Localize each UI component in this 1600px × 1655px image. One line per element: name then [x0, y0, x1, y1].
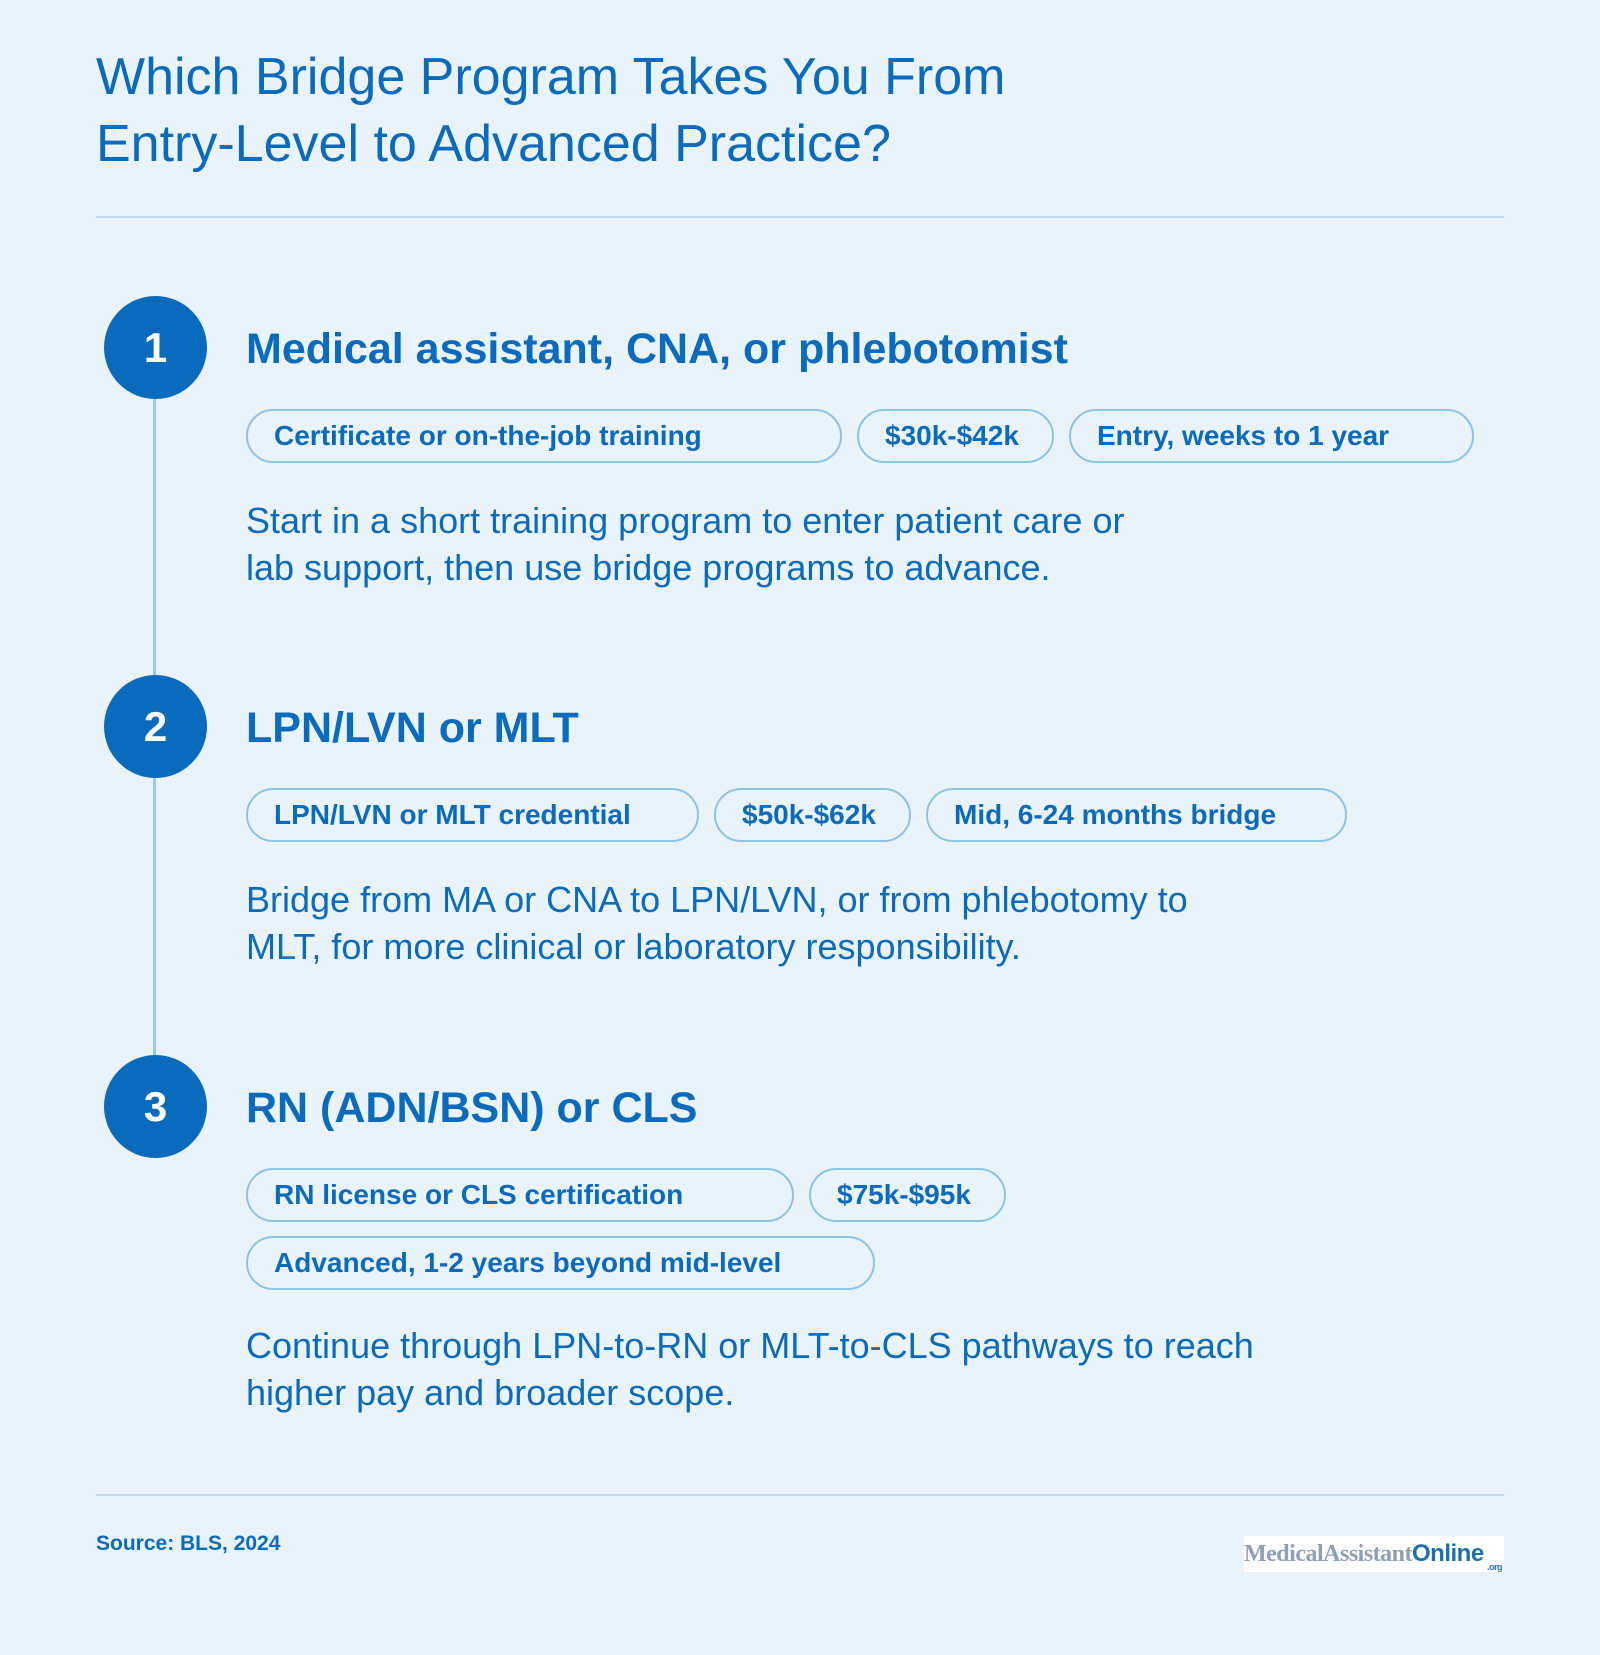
description-line-2: lab support, then use bridge programs to advance.: [246, 547, 1051, 588]
top-divider: [96, 216, 1504, 218]
credential-pill: RN license or CLS certification: [246, 1168, 794, 1222]
bottom-divider: [96, 1494, 1504, 1496]
level-pill: Entry, weeks to 1 year: [1069, 409, 1474, 463]
source-note: Source: BLS, 2024: [96, 1532, 281, 1555]
step-description: [246, 497, 1396, 591]
step-number-badge: 3: [104, 1055, 207, 1158]
salary-pill: $50k-$62k: [714, 788, 911, 842]
brand-logo: [1244, 1536, 1504, 1572]
logo-text-secondary: Online: [1412, 1540, 1484, 1567]
step-number-badge: 2: [104, 675, 207, 778]
step-title: RN (ADN/BSN) or CLS: [246, 1084, 698, 1132]
page-title: [96, 44, 1396, 178]
step-title: LPN/LVN or MLT: [246, 704, 579, 752]
salary-pill: $30k-$42k: [857, 409, 1054, 463]
description-line-2: MLT, for more clinical or laboratory responsibility.: [246, 926, 1021, 967]
logo-text-primary: MedicalAssistant: [1244, 1540, 1412, 1567]
step-description: [246, 1322, 1396, 1416]
description-line-2: higher pay and broader scope.: [246, 1372, 735, 1413]
title-line-2: Entry-Level to Advanced Practice?: [96, 115, 891, 173]
description-line-1: Bridge from MA or CNA to LPN/LVN, or from phlebotomy to: [246, 879, 1188, 920]
step-number-badge: 1: [104, 296, 207, 399]
level-pill: Mid, 6-24 months bridge: [926, 788, 1347, 842]
step-title: Medical assistant, CNA, or phlebotomist: [246, 325, 1068, 373]
salary-pill: $75k-$95k: [809, 1168, 1006, 1222]
description-line-1: Continue through LPN-to-RN or MLT-to-CLS pathways to reach: [246, 1325, 1254, 1366]
description-line-1: Start in a short training program to enter patient care or: [246, 500, 1125, 541]
step-description: [246, 876, 1396, 970]
title-line-1: Which Bridge Program Takes You From: [96, 48, 1006, 106]
credential-pill: LPN/LVN or MLT credential: [246, 788, 699, 842]
credential-pill: Certificate or on-the-job training: [246, 409, 842, 463]
level-pill: Advanced, 1-2 years beyond mid-level: [246, 1236, 875, 1290]
logo-suffix: .org: [1487, 1562, 1502, 1572]
